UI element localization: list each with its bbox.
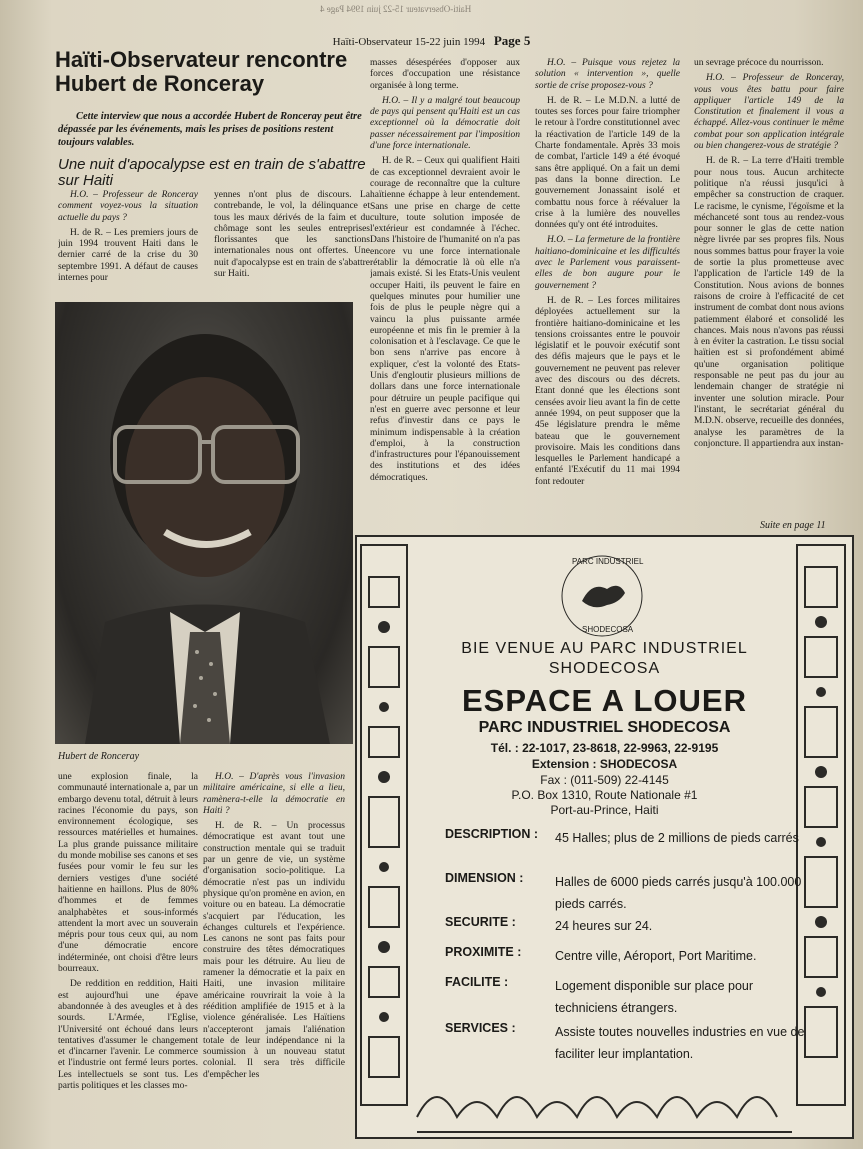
ad-subhead: PARC INDUSTRIEL SHODECOSA (478, 719, 731, 736)
answer-1-paragraph-2: De reddition en reddition, Haiti est aujourd'hui une épave abandonnée à des aveugles et à des sourds. L'Armée, l'Eglise, l'Université ont échoué dans leurs tentatives d'assumer le changement et d'incarner l'avenir. Le commerce et l'industrie ont fermé leurs portes. Les intellectuels se sont tus. Les partis politiques et les classes mo- (58, 979, 198, 1092)
ad-extension: Extension : SHODECOSA (531, 757, 678, 771)
logo-bottom-text: SHODECOSA (582, 625, 634, 634)
column-2-top (214, 190, 370, 295)
bleed-through-text: Haiti-Observateur 15-22 juin 1994 Page 4 (320, 4, 472, 14)
ad-po-box: P.O. Box 1310, Route Nationale #1 (511, 788, 698, 802)
photo-caption: Hubert de Ronceray (58, 751, 140, 762)
ad-row-value: Halles de 6000 pieds carrés jusqu'à 100.000 pieds carrés. (555, 875, 802, 911)
ad-row-label: SECURITE : (445, 915, 516, 929)
ad-row-label: PROXIMITE : (445, 945, 522, 959)
logo-top-text: PARC INDUSTRIEL (572, 557, 644, 566)
ad-row-proximite (445, 945, 757, 963)
ad-row-value: Logement disponible sur place pour techniciens étrangers. (555, 979, 754, 1015)
ad-welcome-line-2: SHODECOSA (548, 660, 661, 677)
ad-telephone: Tél. : 22-1017, 23-8618, 22-9963, 22-9195 (490, 741, 719, 755)
paper-name: Haïti-Observateur (332, 36, 413, 48)
ad-row-label: DIMENSION : (445, 871, 524, 885)
portrait-photo (55, 302, 353, 744)
answer-3: H. de R. – Le M.D.N. a lutté de toutes ses forces pour faire triompher le retour à l'ordre constitutionnel avec la réactivation de l'article 149 de la Charte fondamentale. Après 33 mois de combat, l'article 149 a été évoqué sans être appliqué. On a fait un demi pas dans la bonne direction. Le gouvernement Jonassaint isolé et combattu nous force à réévaluer la crise à la lumière des nouvelles données qu'y ont été introduites. (535, 95, 680, 231)
ad-row-label: DESCRIPTION : (445, 827, 539, 841)
ad-city: Port-au-Prince, Haiti (550, 803, 659, 817)
ad-headline: ESPACE A LOUER (462, 683, 747, 718)
column-5-continuation: un sevrage précoce du nourrisson. (694, 58, 824, 68)
question-4: H.O. – La fermeture de la frontière haitiano-dominicaine et les difficultés avec le Parlement vous paraissent-elles de bon augure pour le gouvernement ? (535, 235, 680, 291)
column-3-continuation: masses désespérées d'opposer aux forces d'occupation une résistance organisée à long terme. (370, 58, 520, 91)
column-4 (535, 58, 680, 534)
advertisement (355, 535, 854, 1139)
ad-row-value: Centre ville, Aéroport, Port Maritime. (555, 949, 757, 963)
ad-fax: Fax : (011-509) 22-4145 (540, 773, 669, 787)
ad-row-facilite (445, 975, 754, 1015)
column-5 (694, 58, 844, 516)
column-b2 (203, 772, 345, 1136)
article-title: Haïti-Observateur rencontre Hubert de Ronceray (55, 47, 348, 96)
ad-row-services (445, 1021, 805, 1061)
ad-row-value: 45 Halles; plus de 2 millions de pieds carrés (555, 831, 799, 845)
answer-1-end: yennes n'ont plus de discours. La contrebande, le vol, la délinquance et tous les maux dérivés de la faim et du chômage sont les seules entreprises florissantes que les sanctions internationales nous ont offertes. Une nuit d'apocalypse est en train de s'abattre sur Haiti. (214, 190, 370, 280)
answer-4: H. de R. – Les forces militaires déployées actuellement sur la frontière haitiano-dominicaine et les tensions croissantes entre le pouvoir législatif et le pouvoir exécutif sont des défis majeurs que le pays et le gouvernement ne peuvent pas relever avec des discours ou des décrets. Etant donné que les élections sont censées avoir lieu avant la fin de cette année 1994, on peut supposer que la 45e législature prendra le même bateau que le gouvernement provisoire. Mais les conditions dans lesquelles le Parlement handicapé a enfanté l'Exécutif du 11 mai 1994 font redouter (535, 295, 680, 487)
question-2: H.O. – Il y a malgré tout beaucoup de pays qui pensent qu'Haiti est un cas exceptionnel où la démocratie doit passer nécessairement par l'imposition d'une force internationale. (370, 95, 520, 152)
answer-1-start: H. de R. – Les premiers jours de juin 1994 trouvent Haiti dans le dernier carré de la crise du 30 septembre 1991. A défaut de causes internes pour (58, 227, 198, 284)
question-3: H.O. – Puisque vous rejetez la solution « intervention », quelle sortie de crise proposez-vous ? (535, 58, 680, 91)
ad-row-securite (445, 915, 653, 933)
ad-row-value: Assiste toutes nouvelles industries en vue de faciliter leur implantation. (555, 1025, 805, 1061)
issue-date: 15-22 juin 1994 (414, 36, 486, 48)
ad-row-value: 24 heures sur 24. (555, 919, 653, 933)
answer-2: H. de R. – Ceux qui qualifient Haiti de cas exceptionnel devraient avoir le courage de reconnaître que la culture haïtienne échappe à leur entendement. Sans une prise en charge de cette culture, toute solution imposée de l'extérieur est condamnée à l'échec. Dans l'histoire de l'humanité on n'a pas encore vu une force internationale rétablir la démocratie là où elle n'a jamais existé. Si les Etats-Unis veulent occuper Haiti, ils peuvent le faire en quelques minutes pour humilier une fois de plus le peuple nègre qui a vaincu la plus puissante armée européenne et mis fin le premier à la colonisation et à l'esclavage. Ce que le bon sens n'arrive pas encore à expliquer, c'est la volonté des Etats-Unis d'engloutir plusieurs millions de dollars dans une force internationale pour détruire un peuple pacifique qui n'est en guerre avec personne et leur refus d'investir dans ce pays le minimum indispensable à la création d'emploi, à la construction d'infrastructures pour l'épanouissement des institutions et des idées démocratiques. (370, 156, 520, 483)
page-number: Page 5 (493, 33, 531, 48)
question-5: H.O. – Professeur de Ronceray, vous vous êtes battu pour faire appliquer l'article 149 de la Constitution et finalement il vous a échappé. Allez-vous continuer le même combat pour son application intégrale ou bien changerez-vous de stratégie ? (694, 73, 844, 152)
continued-note: Suite en page 11 (760, 520, 826, 531)
article-intro: Cette interview que nous a accordée Hubert de Ronceray peut être dépassée par les événements, mais les prises de positions restent toujours valables. (58, 111, 362, 148)
column-3 (370, 58, 520, 528)
article-kicker: Une nuit d'apocalypse est en train de s'abattre sur Haiti (58, 156, 366, 189)
ad-row-label: FACILITE : (445, 975, 509, 989)
question-6: H.O. – D'après vous l'invasion militaire américaine, si elle a lieu, ramènera-t-elle la démocratie en Haiti ? (203, 772, 345, 816)
ad-welcome-line-1: BIE VENUE AU PARC INDUSTRIEL (461, 640, 748, 657)
answer-5: H. de R. – La terre d'Haiti tremble pour nous tous. Aucun architecte politique n'a réussi jusqu'ici à empêcher sa construction de craquer. Le racisme, le cynisme, l'égoïsme et la méchanceté sont tous au rendez-vous pour sonner le glas de cette nation nègre livrée par ses propres fils. Nous nous sommes battus pour frayer la voie de sortie la plus prometteuse avec l'application de l'article 149 de la Constitution. Nous avions de bonnes raisons de croire à l'efficacité de cet instrument de combat dont nous avions patiemment élaboré et consolidé les chances. Mais nous n'avons pas réussi à en éviter la castration. Le tissu social haïtien est si profondément abimé qu'une organisation politique responsable ne peut pas du jour au lendemain changer de stratégie ni inventer une solution miracle. Pour l'instant, le secrétariat général du M.D.N. observe, recueille des données, analyse les paramètres de la conjoncture. Il appartiendra aux instan- (694, 156, 844, 449)
answer-1-continuation: une explosion finale, la communauté internationale a, par un embargo devenu total, détruit à leurs racines l'économie du pays, son environnement écologique, ses ressources matérielles et humaines. La plus grande puissance militaire du monde mobilise ses canons et ses fusées pour vomir le feu sur les derniers vestiges d'une société haitienne en haillons. Plus de 80% d'hommes et de femmes analphabètes et sous-informés attendent la mort avec un souverain mépris pour tous ceux qui, au nom d'une démocratie encore indéterminée, ont choisi d'être leurs bourreaux. (58, 772, 198, 975)
ad-row-label: SERVICES : (445, 1021, 516, 1035)
ad-row-dimension (445, 871, 802, 911)
ad-row-description (445, 827, 799, 845)
column-1-top (58, 190, 198, 295)
question-1: H.O. – Professeur de Ronceray comment voyez-vous la situation actuelle du pays ? (58, 190, 198, 223)
ad-welcome (357, 639, 852, 679)
portrait-illustration (55, 302, 353, 744)
answer-6: H. de R. – Un processus démocratique est avant tout une construction mentale qui se traduit par un genre de vie, un système d'organisation socio-politique. La démocratie n'est pas un individu physique qu'on promène en avion, en voiture ou en bateau. La démocratie s'acquiert par l'éducation, les échanges culturels et l'expérience. Les canons ne sont pas faits pour construire des têtes démocratiques mais pour les détruire. Au lieu de ramener la démocratie et la paix en Haiti, une invasion militaire américaine rouvrirait la voie à la réédition amplifiée de 1915 et à la violence généralisée. Les Haïtiens n'accepteront jamais l'aliénation totale de leur indépendance ni la soumission à un nouveau statut colonial. Il sera très difficile d'empêcher les (203, 821, 345, 1080)
column-b1 (58, 772, 198, 1136)
